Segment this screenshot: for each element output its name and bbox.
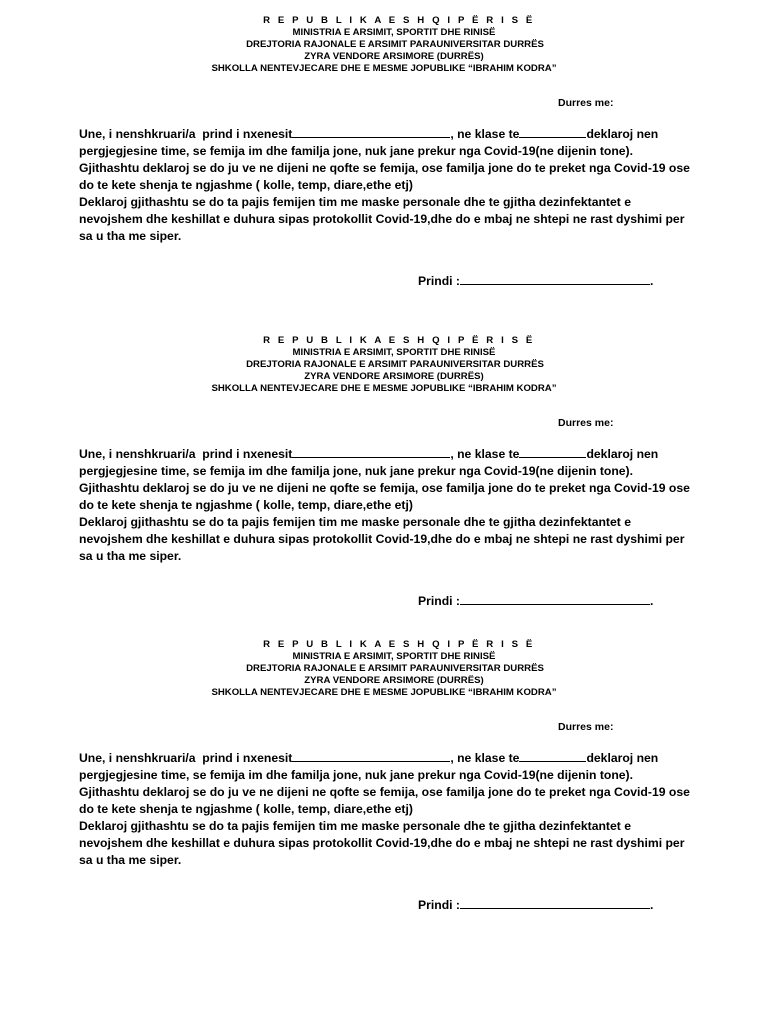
student-name-blank[interactable]: [292, 749, 450, 762]
date-label: Durres me:: [558, 417, 614, 429]
directorate-name: DREJTORIA RAJONALE E ARSIMIT PARAUNIVERSITAR DURRËS: [246, 39, 544, 50]
declaration-line-1: [79, 445, 719, 463]
signature-blank[interactable]: [460, 272, 650, 285]
office-name: ZYRA VENDORE ARSIMORE (DURRËS): [304, 371, 484, 382]
letterhead: [0, 15, 768, 75]
date-label: Durres me:: [558, 721, 614, 733]
declaration-text: [79, 445, 719, 565]
declaration-intro: Une, i nenshkruari/a prind i nxenesit: [79, 447, 293, 461]
office-name: ZYRA VENDORE ARSIMORE (DURRËS): [304, 51, 484, 62]
directorate-name: DREJTORIA RAJONALE E ARSIMIT PARAUNIVERSITAR DURRËS: [246, 359, 544, 370]
student-name-blank[interactable]: [292, 445, 450, 458]
signature-blank[interactable]: [460, 592, 650, 605]
parent-signature: [418, 592, 653, 608]
directorate-name: DREJTORIA RAJONALE E ARSIMIT PARAUNIVERSITAR DURRËS: [246, 663, 544, 674]
signature-blank[interactable]: [460, 896, 650, 909]
declaration-line-3: Gjithashtu deklaroj se do ju ve ne dijeni ne qofte se femija, ose familja jone do te preket nga Covid-19 ose: [79, 481, 690, 495]
school-name: SHKOLLA NENTEVJECARE DHE E MESME JOPUBLIKE “IBRAHIM KODRA”: [211, 383, 557, 394]
class-label: , ne klase te: [450, 447, 520, 461]
class-blank[interactable]: [519, 749, 586, 762]
student-name-blank[interactable]: [292, 125, 450, 138]
republic-title: R E P U B L I K A E S H Q I P Ë R I S Ë: [263, 335, 535, 346]
declaration-line-3: Gjithashtu deklaroj se do ju ve ne dijeni ne qofte se femija, ose familja jone do te preket nga Covid-19 ose: [79, 785, 690, 799]
signature-label: Prindi :: [418, 274, 460, 288]
class-label: , ne klase te: [450, 127, 520, 141]
declaration-line-6: nevojshem dhe keshillat e duhura sipas protokollit Covid-19,dhe do e mbaj ne shtepi ne rast dyshimi per: [79, 532, 685, 546]
declaration-intro: Une, i nenshkruari/a prind i nxenesit: [79, 127, 293, 141]
parent-signature: [418, 896, 653, 912]
declaration-line-6: nevojshem dhe keshillat e duhura sipas protokollit Covid-19,dhe do e mbaj ne shtepi ne rast dyshimi per: [79, 836, 685, 850]
declaration-form-1: [0, 0, 768, 320]
declaration-line-2: pergjegjesine time, se femija im dhe familja jone, nuk jane prekur nga Covid-19(ne dijenin tone).: [79, 768, 633, 782]
declaration-line-4: do te kete shenja te ngjashme ( kolle, temp, diare,ethe etj): [79, 178, 413, 192]
declaration-line-7: sa u tha me siper.: [79, 229, 182, 243]
declaration-line-2: pergjegjesine time, se femija im dhe familja jone, nuk jane prekur nga Covid-19(ne dijenin tone).: [79, 464, 633, 478]
declaration-intro: Une, i nenshkruari/a prind i nxenesit: [79, 751, 293, 765]
declaration-line-6: nevojshem dhe keshillat e duhura sipas protokollit Covid-19,dhe do e mbaj ne shtepi ne rast dyshimi per: [79, 212, 685, 226]
declaration-form-2: [0, 320, 768, 640]
declaration-text: [79, 749, 719, 869]
declaration-line-5: Deklaroj gjithashtu se do ta pajis femijen tim me maske personale dhe te gjitha dezinfektantet e: [79, 195, 631, 209]
declaration-line-5: Deklaroj gjithashtu se do ta pajis femijen tim me maske personale dhe te gjitha dezinfektantet e: [79, 515, 631, 529]
ministry-name: MINISTRIA E ARSIMIT, SPORTIT DHE RINISË: [292, 347, 496, 358]
declaration-line-4: do te kete shenja te ngjashme ( kolle, temp, diare,ethe etj): [79, 498, 413, 512]
declaration-line-4: do te kete shenja te ngjashme ( kolle, temp, diare,ethe etj): [79, 802, 413, 816]
school-name: SHKOLLA NENTEVJECARE DHE E MESME JOPUBLIKE “IBRAHIM KODRA”: [211, 63, 557, 74]
office-name: ZYRA VENDORE ARSIMORE (DURRËS): [304, 675, 484, 686]
signature-end: .: [649, 594, 654, 608]
declaration-line-1: [79, 749, 719, 767]
letterhead: [0, 335, 768, 395]
signature-end: .: [649, 274, 654, 288]
ministry-name: MINISTRIA E ARSIMIT, SPORTIT DHE RINISË: [292, 651, 496, 662]
class-label: , ne klase te: [450, 751, 520, 765]
declaration-line-7: sa u tha me siper.: [79, 549, 182, 563]
declaration-intro-end: deklaroj nen: [586, 751, 659, 765]
school-name: SHKOLLA NENTEVJECARE DHE E MESME JOPUBLIKE “IBRAHIM KODRA”: [211, 687, 557, 698]
class-blank[interactable]: [519, 445, 586, 458]
republic-title: R E P U B L I K A E S H Q I P Ë R I S Ë: [263, 639, 535, 650]
date-label: Durres me:: [558, 97, 614, 109]
signature-label: Prindi :: [418, 594, 460, 608]
signature-label: Prindi :: [418, 898, 460, 912]
declaration-intro-end: deklaroj nen: [586, 447, 659, 461]
ministry-name: MINISTRIA E ARSIMIT, SPORTIT DHE RINISË: [292, 27, 496, 38]
signature-end: .: [649, 898, 654, 912]
republic-title: R E P U B L I K A E S H Q I P Ë R I S Ë: [263, 15, 535, 26]
declaration-line-5: Deklaroj gjithashtu se do ta pajis femijen tim me maske personale dhe te gjitha dezinfektantet e: [79, 819, 631, 833]
declaration-line-3: Gjithashtu deklaroj se do ju ve ne dijeni ne qofte se femija, ose familja jone do te preket nga Covid-19 ose: [79, 161, 690, 175]
declaration-line-2: pergjegjesine time, se femija im dhe familja jone, nuk jane prekur nga Covid-19(ne dijenin tone).: [79, 144, 633, 158]
class-blank[interactable]: [519, 125, 586, 138]
declaration-line-7: sa u tha me siper.: [79, 853, 182, 867]
parent-signature: [418, 272, 653, 288]
declaration-form-3: [0, 624, 768, 944]
letterhead: [0, 639, 768, 699]
declaration-line-1: [79, 125, 719, 143]
declaration-intro-end: deklaroj nen: [586, 127, 659, 141]
declaration-text: [79, 125, 719, 245]
